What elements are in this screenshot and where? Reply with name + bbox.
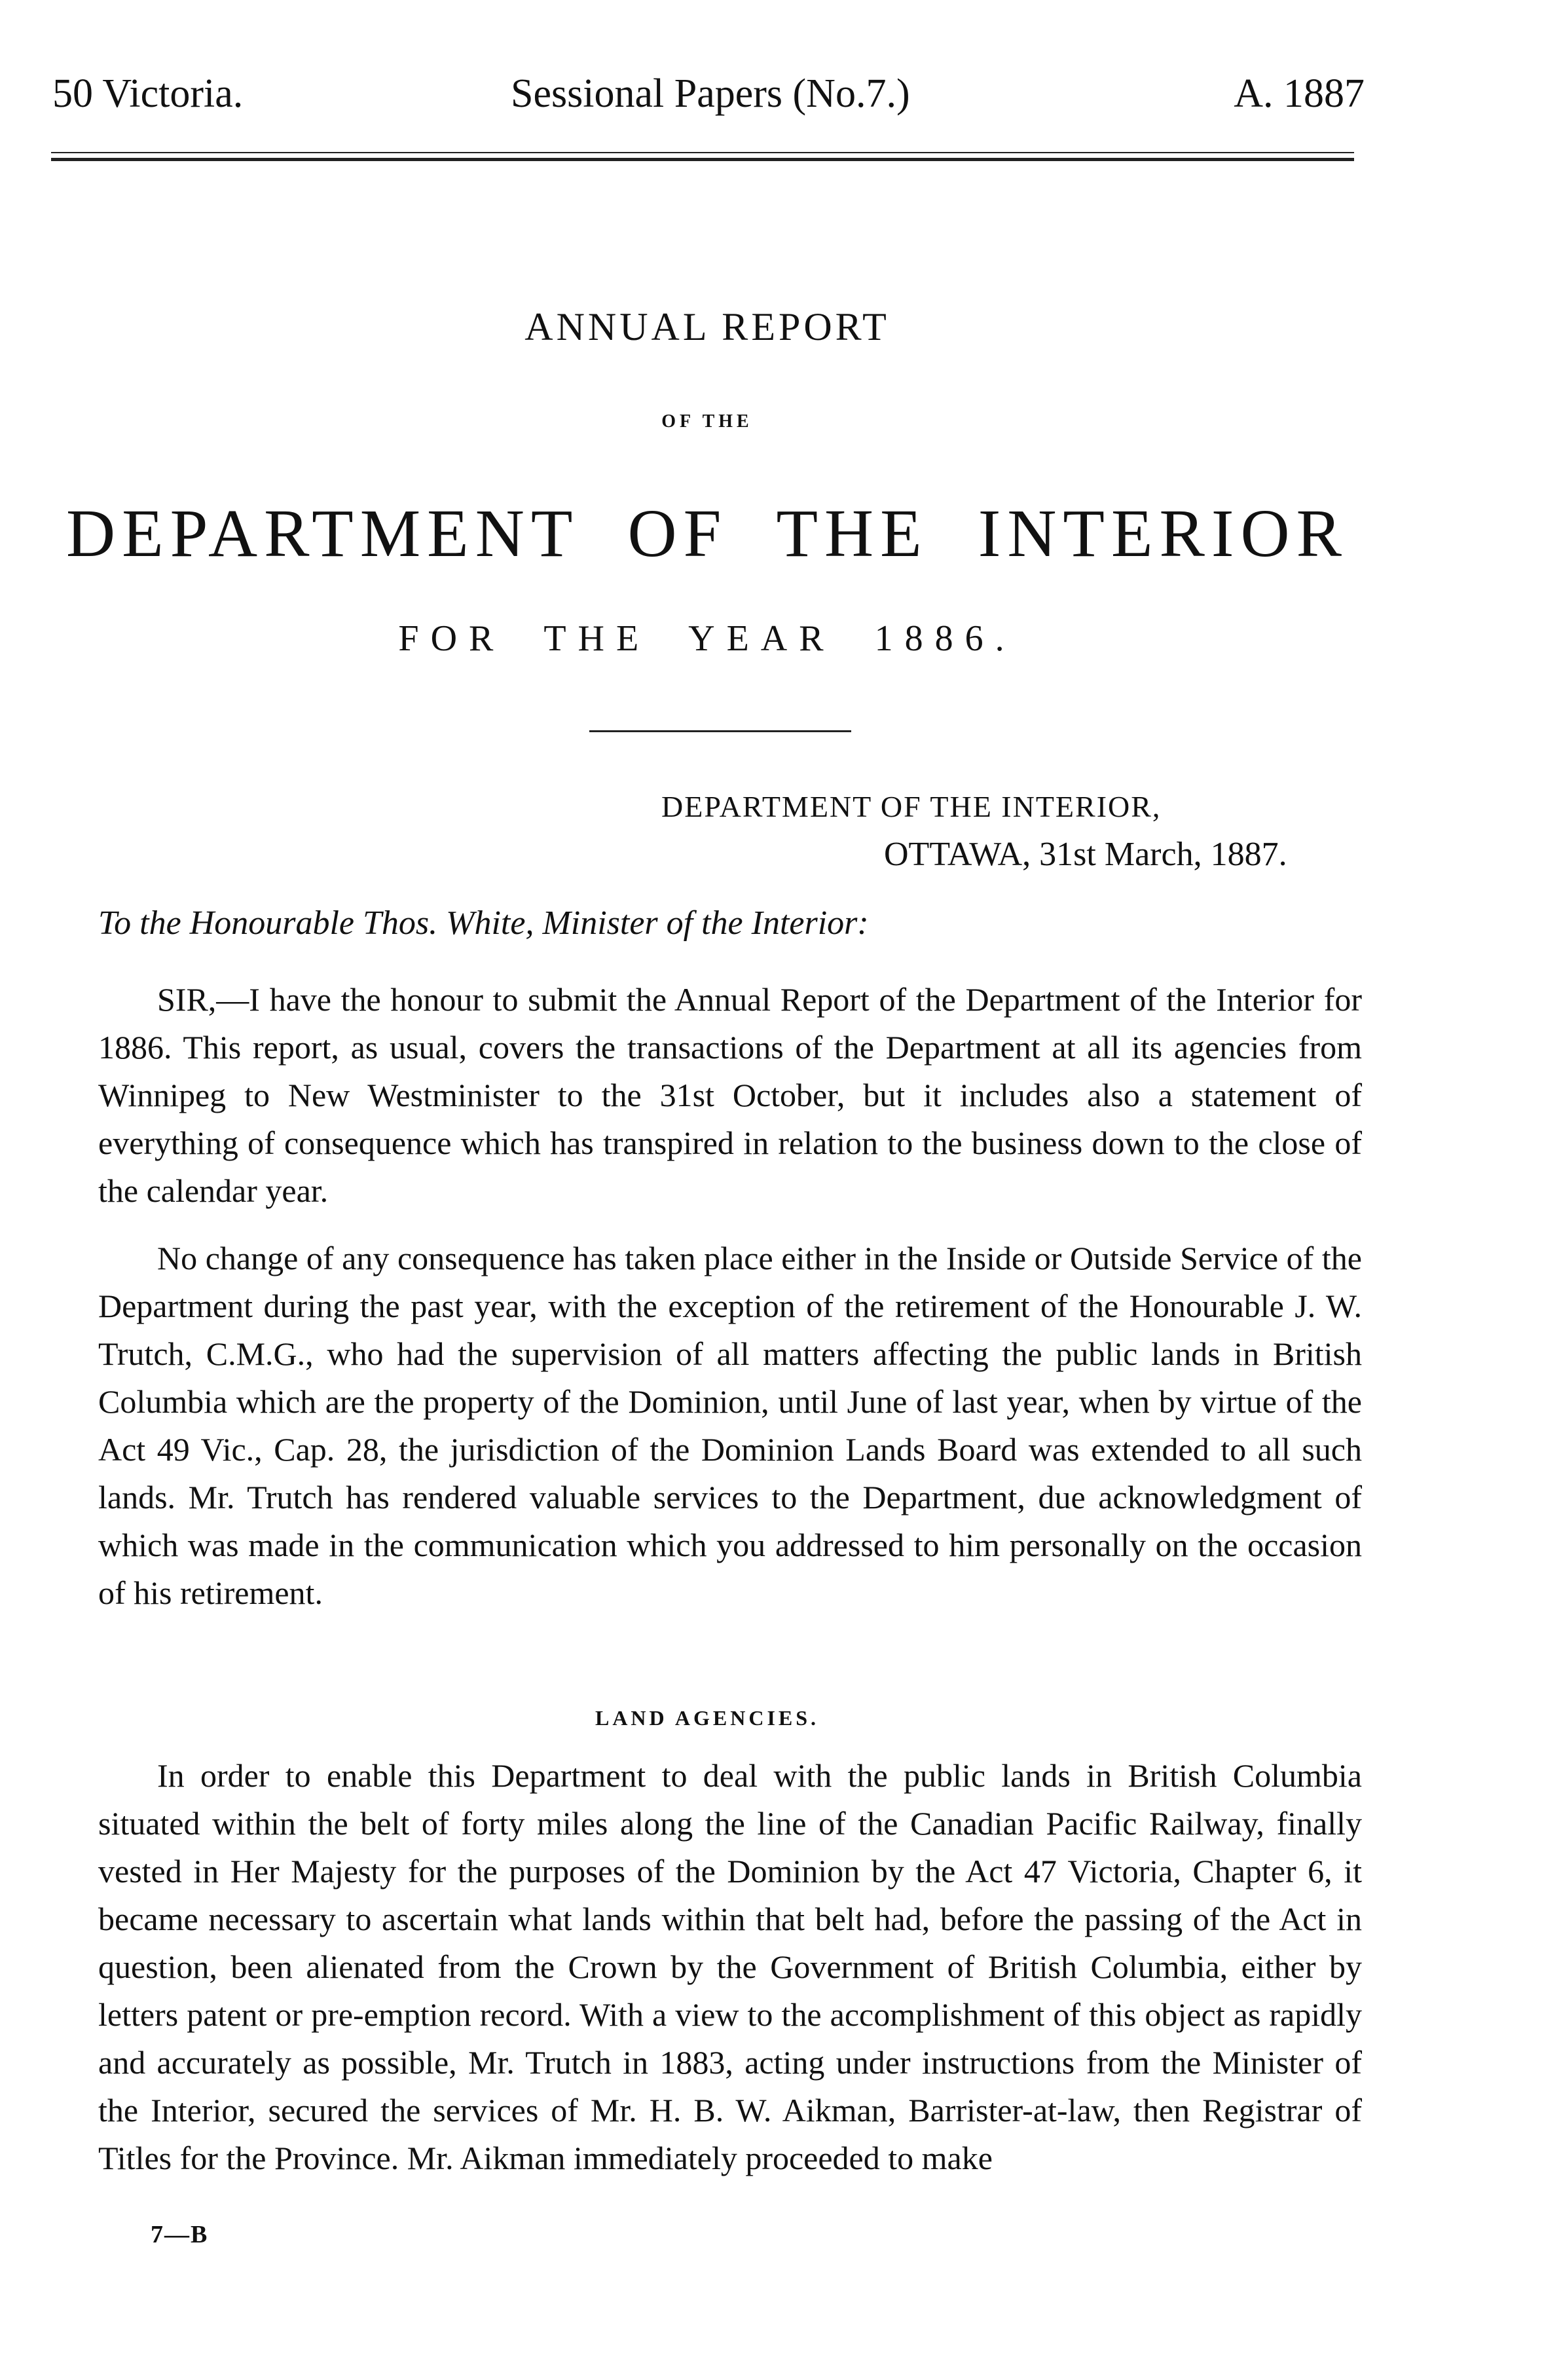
title-divider — [589, 730, 851, 732]
running-head-center: Sessional Papers (No.7.) — [511, 71, 910, 116]
paragraph-3: In order to enable this Department to deal with the public lands in British Columbia situated within the belt of forty miles along the line of the Canadian Pacific Railway, finally vested in Her Majesty for the purposes of the Dominion by the Act 47 Victoria, Chapter 6, it became necessary to ascertain what lands within that belt had, before the passing of the Act in question, been alienated from the Crown by the Government of British Columbia, either by letters patent or pre-emption record. With a view to the accomplishment of this object as rapidly and accurately as possible, Mr. Trutch in 1883, acting under instructions from the Minister of the Interior, secured the services of Mr. H. B. W. Aikman, Barrister-at-law, then Registrar of Titles for the Province. Mr. Aikman immediately proceeded to make — [98, 1757, 1362, 2176]
running-head — [52, 64, 1365, 123]
page-signature: 7—B — [151, 2221, 209, 2248]
running-head-right: A. 1887 — [1234, 71, 1365, 116]
dateline-place-date: OTTAWA, 31st March, 1887. — [884, 836, 1287, 873]
title-of-the: OF THE — [661, 411, 753, 432]
title-department: DEPARTMENT OF THE INTERIOR — [66, 496, 1348, 571]
paragraph-1: SIR,—I have the honour to submit the Annual Report of the Department of the Interior for 1886. This report, as usual, covers the transactions of the Department at all its agencies from Winnipeg to New Westminister to the 31st October, but it includes also a statement of everything of consequence which has transpired in relation to the business down to the close of the calendar year. — [98, 981, 1362, 1209]
title-year: FOR THE YEAR 1886. — [398, 618, 1016, 659]
section-heading-land-agencies: LAND AGENCIES. — [595, 1706, 820, 1730]
running-head-left: 50 Victoria. — [52, 71, 244, 116]
title-annual-report: ANNUAL REPORT — [524, 305, 890, 348]
salutation: To the Honourable Thos. White, Minister of the Interior: — [98, 904, 869, 942]
dateline-department: DEPARTMENT OF THE INTERIOR, — [661, 790, 1162, 823]
header-double-rule — [51, 152, 1354, 161]
paragraph-2: No change of any consequence has taken place either in the Inside or Outside Service of the Department during the past year, with the exception of the retirement of the Honourable J. W. Trutch, C.M.G., who had the supervision of all matters affecting the public lands in British Columbia which are the property of the Dominion, until June of last year, when by virtue of the Act 49 Vic., Cap. 28, the jurisdiction of the Dominion Lands Board was extended to all such lands. Mr. Trutch has rendered valuable services to the Department, due acknowledgment of which was made in the communication which you addressed to him personally on the occasion of his retirement. — [98, 1240, 1362, 1611]
